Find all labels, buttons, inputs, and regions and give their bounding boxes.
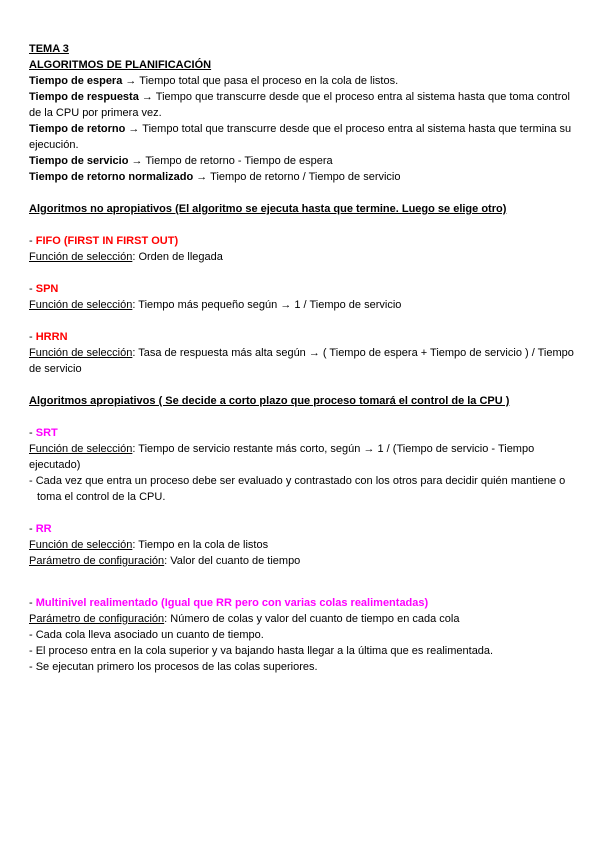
arrow: → [193, 171, 211, 183]
definition-term: Tiempo de servicio [29, 155, 129, 167]
algorithm-detail [29, 297, 577, 313]
definition-term: Tiempo de respuesta [29, 91, 139, 103]
definition-text: Tiempo de retorno / Tiempo de servicio [210, 171, 401, 183]
dash: - [29, 235, 36, 247]
algorithm-detail [29, 553, 577, 569]
field-value: : Tiempo de servicio restante más corto, según → 1 / (Tiempo de servicio - Tiempo ejecutado) [29, 443, 535, 471]
section-heading-non-preemptive: Algoritmos no apropiativos (El algoritmo se ejecuta hasta que termine. Luego se elige otro) [29, 203, 507, 215]
algorithm-name: FIFO (FIRST IN FIRST OUT) [35, 235, 179, 247]
definition-term: Tiempo de retorno normalizado [29, 171, 194, 183]
algorithm-name: SRT [35, 427, 58, 439]
definition-line [29, 121, 577, 153]
field-label: Función de selección [29, 539, 133, 551]
algorithm-title-multilevel [29, 595, 577, 611]
field-label: Función de selección [29, 251, 133, 263]
algorithm-name: HRRN [35, 331, 68, 343]
dash: - [29, 427, 36, 439]
definition-text: Tiempo que transcurre desde que el proceso entra al sistema hasta que toma control de la CPU por primera vez. [29, 91, 570, 119]
algorithm-detail [29, 249, 577, 265]
definition-term: Tiempo de retorno [29, 123, 126, 135]
algorithm-name: Multinivel realimentado (Igual que RR pero con varias colas realimentadas) [35, 597, 429, 609]
algorithm-detail [29, 345, 577, 377]
algorithm-detail [29, 537, 577, 553]
arrow: → [128, 155, 146, 167]
definition-line [29, 153, 577, 169]
field-label: Parámetro de configuración [29, 555, 165, 567]
algorithm-title-fifo [29, 233, 577, 249]
topic-heading: TEMA 3 [29, 43, 69, 55]
algorithm-title-spn [29, 281, 577, 297]
definition-text: Tiempo total que pasa el proceso en la cola de listos. [139, 75, 399, 87]
definition-line [29, 89, 577, 121]
arrow: → [122, 75, 140, 87]
algorithm-note: - Cada cola lleva asociado un cuanto de tiempo. [29, 629, 264, 641]
algorithm-detail [29, 441, 577, 473]
algorithm-note: - Cada vez que entra un proceso debe ser evaluado y contrastado con los otros para decidir quién mantiene o toma el control de la CPU. [29, 475, 566, 503]
algorithm-name: SPN [35, 283, 59, 295]
algorithm-note: - Se ejecutan primero los procesos de las colas superiores. [29, 661, 318, 673]
section-heading-preemptive: Algoritmos apropiativos ( Se decide a corto plazo que proceso tomará el control de la CPU ) [29, 395, 510, 407]
dash: - [29, 331, 36, 343]
field-value: : Tiempo más pequeño según → 1 / Tiempo de servicio [132, 299, 402, 311]
field-value: : Orden de llegada [132, 251, 223, 263]
field-label: Función de selección [29, 443, 133, 455]
dash: - [29, 523, 36, 535]
algorithm-name: RR [35, 523, 52, 535]
definition-term: Tiempo de espera [29, 75, 123, 87]
field-value: : Número de colas y valor del cuanto de tiempo en cada cola [164, 613, 460, 625]
dash: - [29, 283, 36, 295]
page-title: ALGORITMOS DE PLANIFICACIÓN [29, 59, 212, 71]
algorithm-title-srt [29, 425, 577, 441]
algorithm-note: - El proceso entra en la cola superior y va bajando hasta llegar a la última que es realimentada. [29, 645, 494, 657]
field-label: Función de selección [29, 347, 133, 359]
definition-text: Tiempo total que transcurre desde que el proceso entra al sistema hasta que termina su ejecución. [29, 123, 572, 151]
field-value: : Tasa de respuesta más alta según → ( Tiempo de espera + Tiempo de servicio ) / Tiempo de servicio [29, 347, 574, 375]
field-value: : Valor del cuanto de tiempo [164, 555, 301, 567]
algorithm-title-hrrn [29, 329, 577, 345]
arrow: → [138, 91, 156, 103]
field-value: : Tiempo en la cola de listos [132, 539, 269, 551]
document-content [29, 41, 577, 675]
algorithm-detail [29, 611, 577, 627]
field-label: Parámetro de configuración [29, 613, 165, 625]
dash: - [29, 597, 36, 609]
algorithm-title-rr [29, 521, 577, 537]
definition-line [29, 169, 577, 185]
definition-text: Tiempo de retorno - Tiempo de espera [145, 155, 333, 167]
definition-line [29, 73, 577, 89]
arrow: → [125, 123, 143, 135]
field-label: Función de selección [29, 299, 133, 311]
